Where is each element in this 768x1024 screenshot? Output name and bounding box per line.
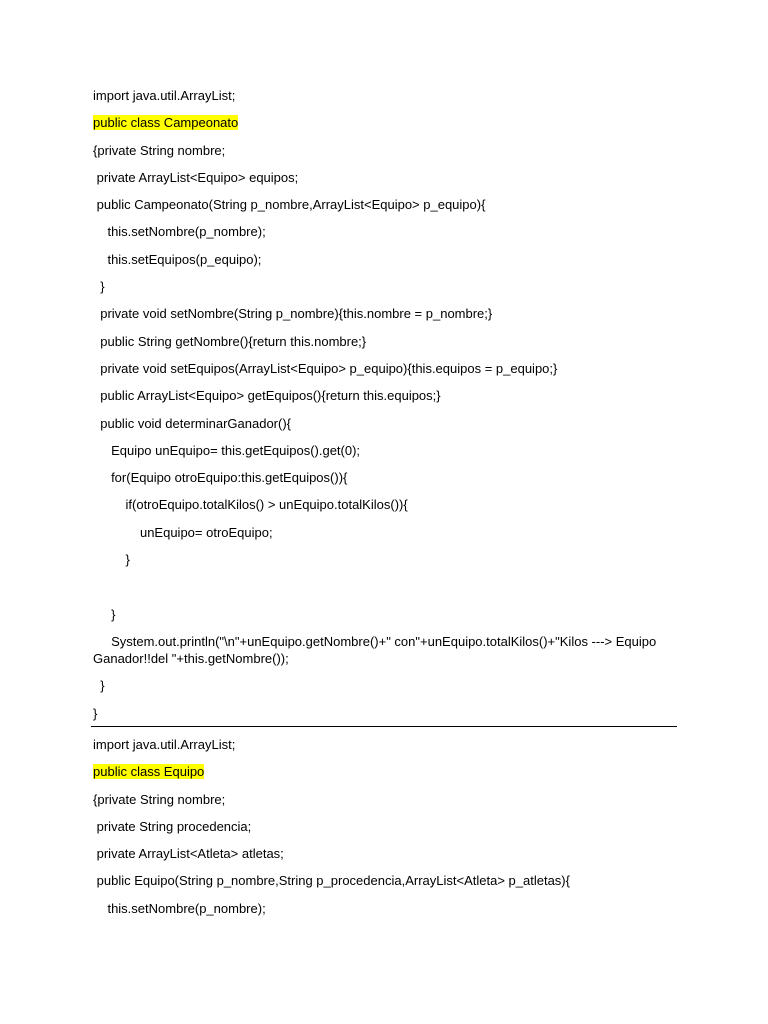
- code-text: }: [93, 705, 98, 721]
- code-line: [93, 736, 677, 753]
- highlighted-class-declaration: public class Equipo: [93, 764, 205, 780]
- code-line-empty: [93, 578, 677, 595]
- code-block-campeonato: [93, 87, 677, 732]
- code-text: private ArrayList<Atleta> atletas;: [93, 846, 284, 862]
- code-line: [93, 169, 677, 186]
- code-text: }: [93, 678, 105, 694]
- code-text: if(otroEquipo.totalKilos() > unEquipo.totalKilos()){: [93, 497, 408, 513]
- code-line: [93, 387, 677, 404]
- code-text: public void determinarGanador(){: [93, 415, 292, 431]
- code-line: [93, 333, 677, 350]
- code-text: private String procedencia;: [93, 818, 252, 834]
- code-line: [93, 818, 677, 835]
- code-line: [93, 278, 677, 295]
- code-line: [93, 551, 677, 568]
- code-line: [93, 606, 677, 623]
- code-line-highlighted: [93, 114, 677, 131]
- code-line: [93, 496, 677, 513]
- code-line: [93, 251, 677, 268]
- code-text: Equipo unEquipo= this.getEquipos().get(0);: [93, 442, 361, 458]
- code-text: this.setEquipos(p_equipo);: [93, 251, 262, 267]
- code-line: [93, 442, 677, 459]
- code-text: for(Equipo otroEquipo:this.getEquipos()){: [93, 470, 348, 486]
- code-text: unEquipo= otroEquipo;: [93, 524, 273, 540]
- code-line: [93, 900, 677, 917]
- code-text: public Campeonato(String p_nombre,ArrayList<Equipo> p_equipo){: [93, 197, 486, 213]
- code-text: {private String nombre;: [93, 142, 226, 158]
- code-text: private void setEquipos(ArrayList<Equipo> p_equipo){this.equipos = p_equipo;}: [93, 360, 558, 376]
- horizontal-divider: [91, 726, 677, 727]
- code-text: private void setNombre(String p_nombre){this.nombre = p_nombre;}: [93, 306, 493, 322]
- code-line: [93, 87, 677, 104]
- code-line: [93, 845, 677, 862]
- code-text: this.setNombre(p_nombre);: [93, 900, 266, 916]
- code-text: }: [93, 606, 116, 622]
- code-line: [93, 791, 677, 808]
- code-text: public String getNombre(){return this.nombre;}: [93, 333, 367, 349]
- code-line-highlighted: [93, 763, 677, 780]
- code-line: [93, 705, 677, 722]
- code-text: System.out.println("\n"+unEquipo.getNombre()+" con"+unEquipo.totalKilos()+"Kilos ---> Equipo Ganador!!del "+this.getNombre());: [93, 633, 660, 666]
- code-line: [93, 872, 677, 889]
- code-text: import java.util.ArrayList;: [93, 737, 236, 752]
- code-line: [93, 469, 677, 486]
- code-block-equipo: [93, 736, 677, 927]
- code-line: [93, 223, 677, 240]
- code-text: private ArrayList<Equipo> equipos;: [93, 169, 299, 185]
- code-line: [93, 677, 677, 694]
- code-text: this.setNombre(p_nombre);: [93, 224, 266, 240]
- code-line: [93, 524, 677, 541]
- code-line: [93, 142, 677, 159]
- code-text: import java.util.ArrayList;: [93, 88, 236, 103]
- code-text: public Equipo(String p_nombre,String p_procedencia,ArrayList<Atleta> p_atletas){: [93, 873, 570, 889]
- code-text: public ArrayList<Equipo> getEquipos(){return this.equipos;}: [93, 388, 441, 404]
- code-line: [93, 305, 677, 322]
- code-text: }: [93, 279, 105, 295]
- highlighted-class-declaration: public class Campeonato: [93, 115, 239, 131]
- code-text: {private String nombre;: [93, 791, 226, 807]
- code-line-wrapped: [93, 633, 677, 667]
- code-line: [93, 360, 677, 377]
- code-line: [93, 415, 677, 432]
- code-text: }: [93, 552, 130, 568]
- code-line: [93, 196, 677, 213]
